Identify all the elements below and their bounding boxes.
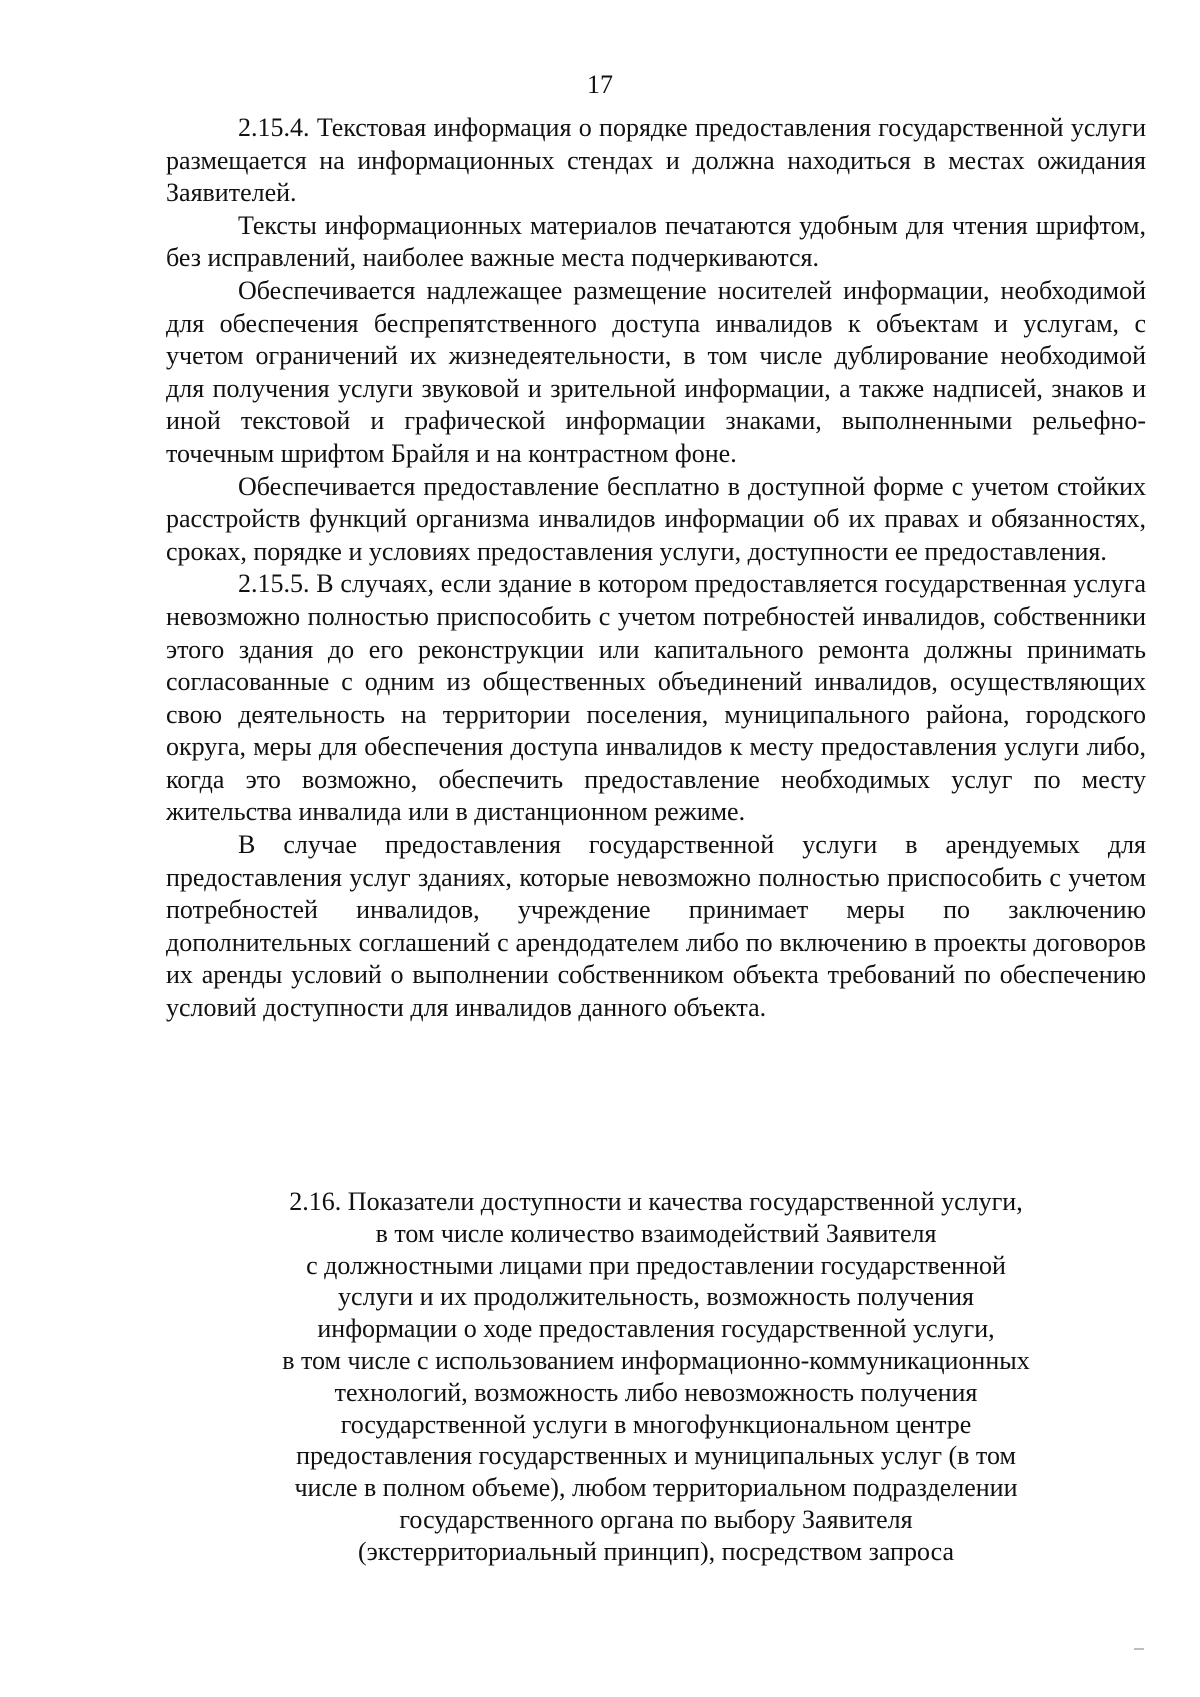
heading-line: государственной услуги в многофункциональном центре [340,1409,972,1439]
heading-line: числе в полном объеме), любом территориальном подразделении [294,1473,1018,1503]
heading-line: в том числе с использованием информационно-коммуникационных [282,1345,1030,1375]
paragraph-2-15-5: 2.15.5. В случаях, если здание в котором предоставляется государственная услуга невозможно полностью приспособить с учетом потребностей инвалидов, собственники этого здания до его реконструкции или капитального ремонта должны принимать согласованные с одним из общественных объединений инвалидов, осуществляющих свою деятельность на территории поселения, муниципального района, городского округа, меры для обеспечения доступа инвалидов к месту предоставления услуги либо, когда это возможно, обеспечить предоставление необходимых услуг по месту жительства инвалида или в дистанционном режиме. [166,569,1146,827]
page-number: 17 [587,70,613,99]
heading-line: предоставления государственных и муниципальных услуг (в том [296,1441,1016,1471]
scan-edge-mark [1134,1648,1144,1650]
paragraph-info-materials: Тексты информационных материалов печатаются удобным для чтения шрифтом, без исправлений, наиболее важные места подчеркиваются. [166,210,1146,273]
heading-line: услуги и их продолжительность, возможность получения [338,1282,974,1312]
heading-line: с должностными лицами при предоставлении государственной [306,1250,1006,1280]
heading-line: в том числе количество взаимодействий Заявителя [375,1218,937,1248]
paragraph-2-15-4: 2.15.4. Текстовая информация о порядке предоставления государственной услуги размещается на информационных стендах и должна находиться в местах ожидания Заявителей. [166,113,1146,208]
section-heading-2-16 [166,1186,1146,1568]
heading-line: информации о ходе предоставления государственной услуги, [317,1314,995,1344]
heading-line: (экстерриториальный принцип), посредством запроса [357,1536,955,1566]
paragraph-rented-buildings: В случае предоставления государственной услуги в арендуемых для предоставления услуг зданиях, которые невозможно полностью приспособить с учетом потребностей инвалидов, учреждение принимает меры по заключению дополнительных соглашений с арендодателем либо по включению в проекты договоров их аренды условий о выполнении собственником объекта требований по обеспечению условий доступности для инвалидов данного объекта. [166,830,1146,1023]
heading-line: технологий, возможность либо невозможность получения [334,1377,978,1407]
paragraph-carriers-placement: Обеспечивается надлежащее размещение носителей информации, необходимой для обеспечения беспрепятственного доступа инвалидов к объектам и услугам, с учетом ограничений их жизнедеятельности, в том числе дублирование необходимой для получения услуги звуковой и зрительной информации, а также надписей, знаков и иной текстовой и графической информации знаками, выполненными рельефно-точечным шрифтом Брайля и на контрастном фоне. [166,275,1146,468]
heading-line: 2.16. Показатели доступности и качества государственной услуги, [289,1187,1023,1216]
body-text [166,112,1146,1025]
heading-line: государственного органа по выбору Заявителя [399,1504,913,1534]
paragraph-free-information: Обеспечивается предоставление бесплатно в доступной форме с учетом стойких расстройств функций организма инвалидов информации об их правах и обязанностях, сроках, порядке и условиях предоставления услуги, доступности ее предоставления. [166,471,1146,566]
